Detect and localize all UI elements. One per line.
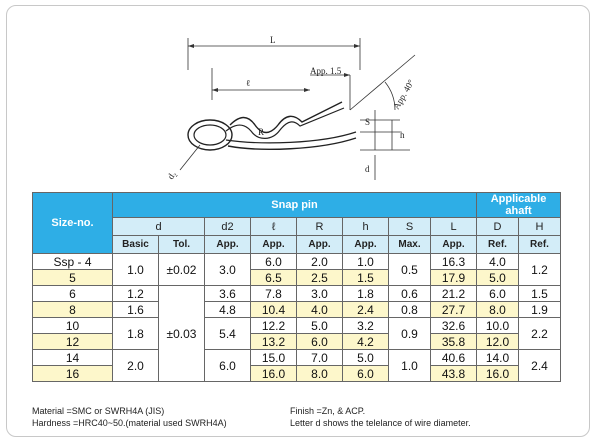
l-cell: 16.0 xyxy=(251,366,297,382)
D-cell: 6.0 xyxy=(477,286,519,302)
D-cell: 8.0 xyxy=(477,302,519,318)
R-cell: 2.0 xyxy=(297,254,343,270)
hardness-note: Hardness =HRC40~50.(material used SWRH4A) xyxy=(32,418,227,428)
tol-cell: ±0.02 xyxy=(159,254,205,286)
h-cell: 1.0 xyxy=(343,254,389,270)
L-cell: 32.6 xyxy=(431,318,477,334)
R-cell: 5.0 xyxy=(297,318,343,334)
H-cell: 2.2 xyxy=(519,318,561,350)
size-cell: 8 xyxy=(33,302,113,318)
size-cell: 5 xyxy=(33,270,113,286)
d2-cell: 5.4 xyxy=(205,318,251,350)
sub-ref-H: Ref. xyxy=(519,236,561,254)
R-cell: 6.0 xyxy=(297,334,343,350)
snap-pin-diagram xyxy=(160,30,450,190)
col-H: H xyxy=(519,218,561,236)
h-cell: 3.2 xyxy=(343,318,389,334)
H-cell: 1.5 xyxy=(519,286,561,302)
sub-app-d2: App. xyxy=(205,236,251,254)
D-cell: 5.0 xyxy=(477,270,519,286)
sub-app-R: App. xyxy=(297,236,343,254)
S-cell: 0.9 xyxy=(389,318,431,350)
L-cell: 35.8 xyxy=(431,334,477,350)
col-D: D xyxy=(477,218,519,236)
S-cell: 0.6 xyxy=(389,286,431,302)
table-row xyxy=(33,334,561,350)
size-cell: 6 xyxy=(33,286,113,302)
l-cell: 12.2 xyxy=(251,318,297,334)
l-cell: 13.2 xyxy=(251,334,297,350)
material-note: Material =SMC or SWRH4A (JIS) xyxy=(32,406,165,416)
H-cell: 1.9 xyxy=(519,302,561,318)
size-header: Size-no. xyxy=(33,193,113,254)
h-cell: 2.4 xyxy=(343,302,389,318)
d2-cell: 4.8 xyxy=(205,302,251,318)
col-l: ℓ xyxy=(251,218,297,236)
sub-max-S: Max. xyxy=(389,236,431,254)
table-row xyxy=(33,318,561,334)
L-cell: 21.2 xyxy=(431,286,477,302)
S-cell: 1.0 xyxy=(389,350,431,382)
d2-cell: 3.0 xyxy=(205,254,251,286)
d2-cell: 6.0 xyxy=(205,350,251,382)
label-l: ℓ xyxy=(246,78,251,88)
material-notes xyxy=(32,405,227,429)
sub-tol: Tol. xyxy=(159,236,205,254)
snap-pin-spec-table xyxy=(32,192,561,382)
R-cell: 3.0 xyxy=(297,286,343,302)
sub-app-l: App. xyxy=(251,236,297,254)
sub-app-L: App. xyxy=(431,236,477,254)
D-cell: 12.0 xyxy=(477,334,519,350)
col-L: L xyxy=(431,218,477,236)
l-cell: 10.4 xyxy=(251,302,297,318)
label-S: S xyxy=(365,117,371,127)
h-cell: 4.2 xyxy=(343,334,389,350)
table-row xyxy=(33,350,561,366)
L-cell: 27.7 xyxy=(431,302,477,318)
label-app40: App. 40° xyxy=(391,77,417,111)
l-cell: 7.8 xyxy=(251,286,297,302)
table-row xyxy=(33,302,561,318)
R-cell: 8.0 xyxy=(297,366,343,382)
sub-ref-D: Ref. xyxy=(477,236,519,254)
l-cell: 15.0 xyxy=(251,350,297,366)
col-S: S xyxy=(389,218,431,236)
size-cell: Ssp - 4 xyxy=(33,254,113,270)
letter-d-note: Letter d shows the telelance of wire diameter. xyxy=(290,418,471,428)
L-cell: 16.3 xyxy=(431,254,477,270)
label-d2: d₂ xyxy=(165,169,179,182)
table-row xyxy=(33,366,561,382)
col-h: h xyxy=(343,218,389,236)
basic-cell: 1.2 xyxy=(113,286,159,302)
h-cell: 6.0 xyxy=(343,366,389,382)
col-d: d xyxy=(113,218,205,236)
col-R: R xyxy=(297,218,343,236)
l-cell: 6.5 xyxy=(251,270,297,286)
basic-cell: 1.8 xyxy=(113,318,159,350)
S-cell: 0.8 xyxy=(389,302,431,318)
table-row xyxy=(33,270,561,286)
snap-pin-header: Snap pin xyxy=(113,193,477,218)
label-d: d xyxy=(365,164,370,174)
L-cell: 17.9 xyxy=(431,270,477,286)
finish-note: Finish =Zn, & ACP. xyxy=(290,406,366,416)
L-cell: 40.6 xyxy=(431,350,477,366)
d2-cell: 3.6 xyxy=(205,286,251,302)
size-cell: 16 xyxy=(33,366,113,382)
h-cell: 1.5 xyxy=(343,270,389,286)
basic-cell: 2.0 xyxy=(113,350,159,382)
h-cell: 5.0 xyxy=(343,350,389,366)
h-cell: 1.8 xyxy=(343,286,389,302)
label-L: L xyxy=(270,35,276,45)
size-cell: 14 xyxy=(33,350,113,366)
tol-cell: ±0.03 xyxy=(159,286,205,382)
snap-pin-drawing xyxy=(160,30,450,190)
L-cell: 43.8 xyxy=(431,366,477,382)
label-R: R xyxy=(258,127,265,137)
D-cell: 16.0 xyxy=(477,366,519,382)
D-cell: 10.0 xyxy=(477,318,519,334)
basic-cell: 1.0 xyxy=(113,254,159,286)
S-cell: 0.5 xyxy=(389,254,431,286)
col-d2: d2 xyxy=(205,218,251,236)
R-cell: 7.0 xyxy=(297,350,343,366)
D-cell: 14.0 xyxy=(477,350,519,366)
table-row xyxy=(33,254,561,270)
l-cell: 6.0 xyxy=(251,254,297,270)
sub-app-h: App. xyxy=(343,236,389,254)
table-row xyxy=(33,286,561,302)
size-cell: 12 xyxy=(33,334,113,350)
sub-basic: Basic xyxy=(113,236,159,254)
shaft-header: Applicable ahaft xyxy=(477,193,561,218)
H-cell: 1.2 xyxy=(519,254,561,286)
basic-cell: 1.6 xyxy=(113,302,159,318)
size-cell: 10 xyxy=(33,318,113,334)
R-cell: 2.5 xyxy=(297,270,343,286)
H-cell: 2.4 xyxy=(519,350,561,382)
R-cell: 4.0 xyxy=(297,302,343,318)
label-h: h xyxy=(400,130,405,140)
D-cell: 4.0 xyxy=(477,254,519,270)
finish-notes xyxy=(290,405,471,429)
label-app15: App. 1.5 xyxy=(310,66,342,76)
